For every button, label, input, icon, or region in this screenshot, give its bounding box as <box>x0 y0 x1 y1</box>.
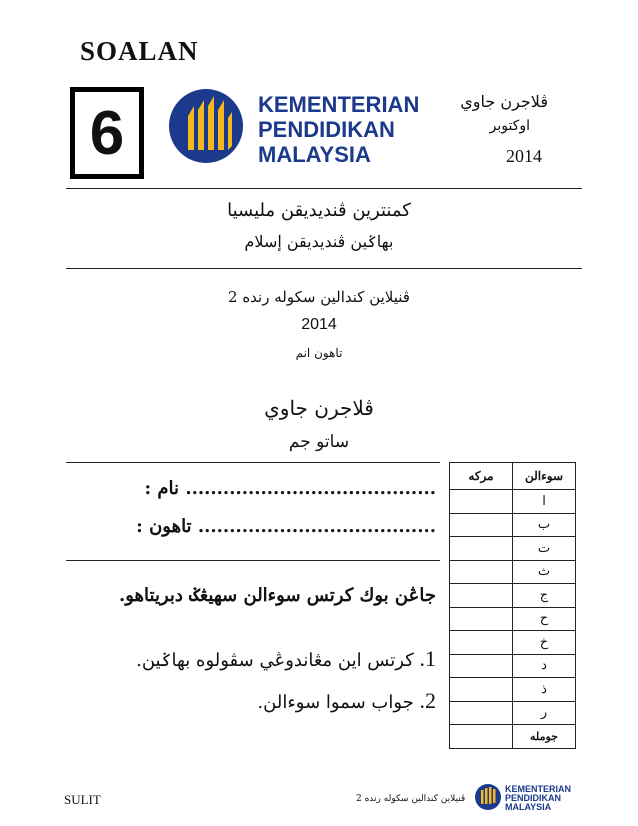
table-row <box>450 654 576 678</box>
exam-level: تاهون انم <box>295 346 343 360</box>
exam-year: 2014 <box>301 316 337 333</box>
marks-cell[interactable] <box>450 560 513 584</box>
ministry-name: كمنترين ڤنديديقن مليسيا <box>227 200 411 221</box>
question-cell: ج <box>513 584 576 608</box>
instruction-item <box>100 646 436 672</box>
question-cell: ب <box>513 513 576 537</box>
logo-text-2: PENDIDIKAN <box>258 117 395 142</box>
marks-cell[interactable] <box>450 537 513 561</box>
instruction-text: جواب سموا سوءالن. <box>257 692 414 713</box>
total-label: جومله <box>513 725 576 749</box>
total-marks-cell[interactable] <box>450 725 513 749</box>
instruction-number: 2. <box>419 688 436 713</box>
table-row <box>450 584 576 608</box>
instruction-number: 1. <box>419 646 436 671</box>
table-header-row <box>450 463 576 490</box>
marks-cell[interactable] <box>450 631 513 655</box>
name-label: نام : <box>144 478 180 499</box>
logo-text-3: MALAYSIA <box>258 142 371 167</box>
header-month: اوكتوبر <box>489 118 530 134</box>
marks-header: مركه <box>450 463 513 490</box>
question-cell: خ <box>513 631 576 655</box>
year-field[interactable] <box>96 516 436 537</box>
svg-text:KEMENTERIAN: KEMENTERIAN <box>505 784 572 794</box>
instruction-item <box>100 688 436 714</box>
footer-exam-title: ڤنيلاين كندالين سكوله رنده 2 <box>356 794 466 804</box>
logo-text-1: KEMENTERIAN <box>258 92 420 117</box>
marks-table <box>449 462 576 749</box>
question-header: سوءالن <box>513 463 576 490</box>
exam-title: ڤنيلاين كندالين سكوله رنده 2 <box>228 288 410 306</box>
svg-text:PENDIDIKAN: PENDIDIKAN <box>505 793 562 803</box>
marks-cell[interactable] <box>450 678 513 702</box>
ministry-logo <box>168 88 446 168</box>
marks-cell[interactable] <box>450 607 513 631</box>
exam-duration: ساتو جم <box>288 432 350 452</box>
question-cell: ر <box>513 701 576 725</box>
divider <box>66 268 582 269</box>
paper-number: 6 <box>89 98 125 168</box>
name-dots: ........................................ <box>185 478 436 499</box>
year-dots: ...................................... <box>197 516 436 537</box>
exam-subject: ڤلاجرن جاوي <box>264 396 374 420</box>
marks-cell[interactable] <box>450 490 513 514</box>
table-row <box>450 490 576 514</box>
question-cell: ث <box>513 560 576 584</box>
header-year: 2014 <box>506 146 542 166</box>
divider <box>66 462 440 463</box>
instruction-text: كرتس اين مڠاندوڠي سڤولوه بهاݢين. <box>136 650 414 671</box>
marks-cell[interactable] <box>450 701 513 725</box>
divider <box>66 188 582 189</box>
svg-text:MALAYSIA: MALAYSIA <box>505 802 552 812</box>
marks-cell[interactable] <box>450 513 513 537</box>
footer-logo <box>474 782 578 812</box>
table-total-row <box>450 725 576 749</box>
header-subject: ڤلاجرن جاوي <box>460 92 548 111</box>
table-row <box>450 607 576 631</box>
marks-cell[interactable] <box>450 654 513 678</box>
footer-sulit: SULIT <box>64 792 101 807</box>
table-row <box>450 537 576 561</box>
question-cell: ح <box>513 607 576 631</box>
name-field[interactable] <box>96 478 436 499</box>
marks-cell[interactable] <box>450 584 513 608</box>
table-row <box>450 513 576 537</box>
question-cell: ت <box>513 537 576 561</box>
instruction-heading: جاڠن بوك كرتس سوءالن سهيڠݢ دبريتاهو. <box>118 585 436 606</box>
question-cell: ا <box>513 490 576 514</box>
table-row <box>450 560 576 584</box>
question-cell: ذ <box>513 678 576 702</box>
division-name: بهاݢين ڤنديديقن إسلام <box>244 232 394 251</box>
table-row <box>450 631 576 655</box>
year-label: تاهون : <box>136 516 192 537</box>
paper-number-box <box>70 87 144 179</box>
question-cell: د <box>513 654 576 678</box>
table-row <box>450 678 576 702</box>
divider <box>66 560 440 561</box>
table-row <box>450 701 576 725</box>
soalan-label: SOALAN <box>80 36 199 66</box>
